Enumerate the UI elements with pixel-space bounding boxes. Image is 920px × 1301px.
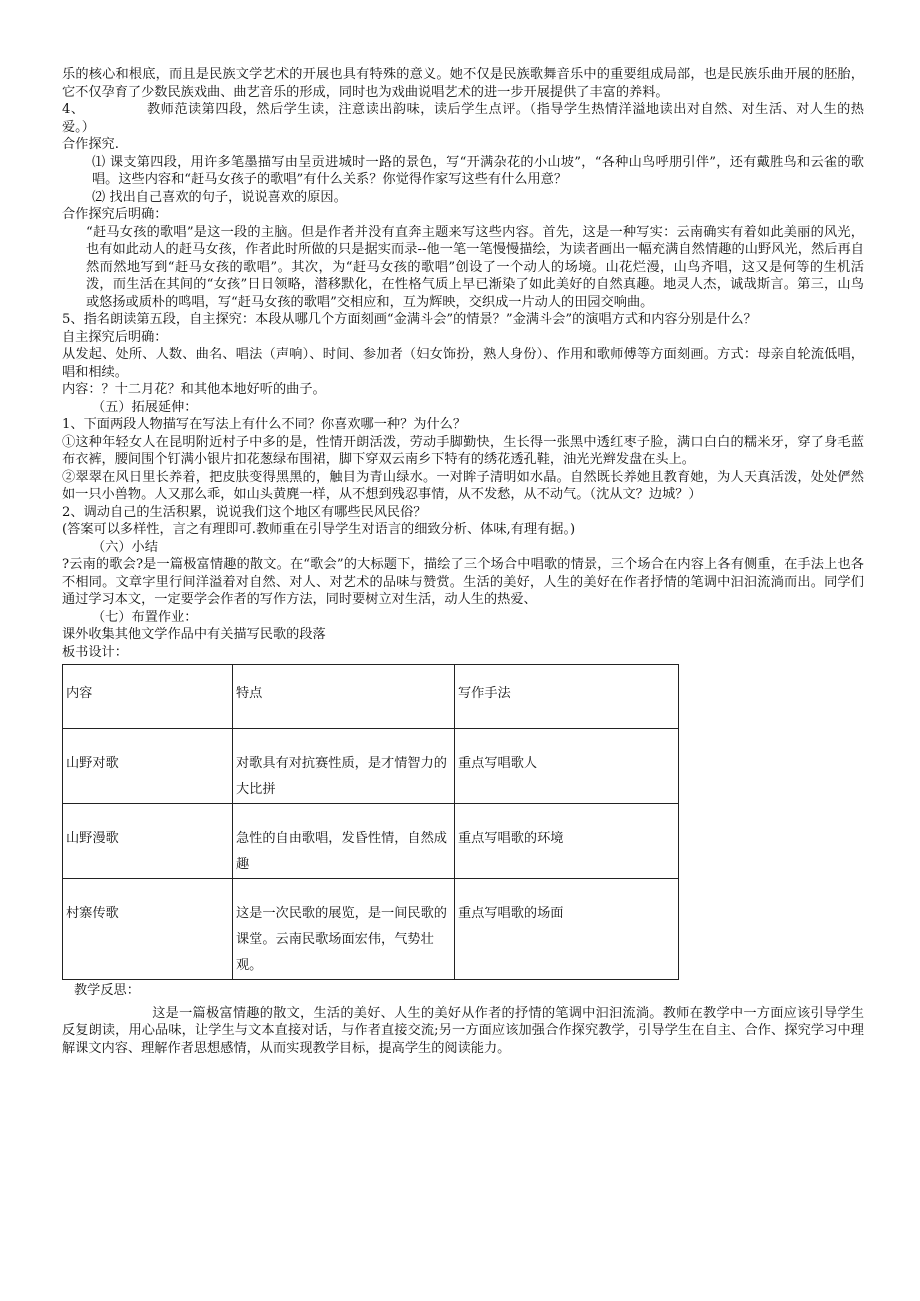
board-design-table	[62, 664, 679, 980]
heading-cooperative-inquiry: 合作探究.	[62, 137, 119, 152]
document-page	[62, 66, 864, 1057]
paragraph-music-intro: 乐的核心和根底，而且是民族文学艺术的开展也具有特殊的意义。她不仅是民族歌舞音乐中的重要组成局部，也是民族乐曲开展的胚胎，它不仅孕育了少数民族戏曲、曲艺音乐的形成，同时也为戏曲说唱艺术的进一步开展提供了丰富的养料。	[62, 67, 864, 100]
item-text: 教师范读第四段，然后学生读，注意读出韵味，读后学生点评。（指导学生热情洋溢地读出对自然、对生活、对人生的热爱。）	[62, 102, 864, 135]
paragraph-extension-q1: 1、下面两段人物描写在写法上有什么不同？你喜欢哪一种？为什么？	[62, 417, 467, 432]
cell-content: 村寨传歌	[63, 879, 233, 980]
cell-content: 山野对歌	[63, 729, 233, 804]
header-feature: 特点	[233, 665, 455, 729]
header-content: 内容	[63, 665, 233, 729]
table-row	[63, 804, 679, 879]
cell-method: 重点写唱歌的环境	[455, 804, 679, 879]
paragraph-self-inquiry-answer: 从发起、处所、人数、曲名、唱法（声响）、时间、参加者（妇女饰扮，熟人身份）、作用和歌师傅等方面刻画。方式：母亲自轮流低唱，唱和相续。	[62, 347, 864, 380]
question-2: ⑵ 找出自己喜欢的句子，说说喜欢的原因。	[92, 189, 347, 205]
cell-feature: 急性的自由歌唱，发昏性情，自然成趣	[233, 804, 455, 879]
cell-feature: 对歌具有对抗赛性质，是才情智力的大比拼	[233, 729, 455, 804]
item-number: 4、	[62, 102, 85, 117]
heading-inquiry-answer: 合作探究后明确：	[62, 207, 168, 222]
reflection-text: 这是一篇极富情趣的散文，生活的美好、人生的美好从作者的抒情的笔调中汩汩流淌。教师在教学中一方面应该引导学生反复朗读，用心品味，让学生与文本直接对话，与作者直接交流;另一方面应该加强合作探究教学，引导学生在自主、合作、探究学习中理解课文内容、理解作者思想感情，从而实现教学目标，提高学生的阅读能力。	[62, 1005, 864, 1056]
paragraph-excerpt-2: ②翠翠在风日里长养着，把皮肤变得黑黑的，触目为青山绿水。一对眸子清明如水晶。自然既长养她且教育她，为人天真活泼，处处俨然如一只小兽物。人又那么乖，如山头黄麂一样，从不想到残忍事情，从不发愁，从不动气。（沈从文？边城？）	[62, 469, 864, 502]
paragraph-extension-q2: 2、调动自己的生活积累，说说我们这个地区有哪些民风民俗？	[62, 504, 427, 520]
heading-board-design: 板书设计：	[62, 644, 128, 660]
question-1: ⑴ 课支第四段，用许多笔墨描写由呈贡进城时一路的景色，写“开满杂花的小山坡”，“各种山鸟呼朋引伴”，还有戴胜鸟和云雀的歌唱。这些内容和“赶马女孩子的歌唱”有什么关系？你觉得作家写这些有什么用意？	[92, 154, 864, 187]
cell-feature: 这是一次民歌的展览，是一间民歌的课堂。云南民歌场面宏伟，气势壮观。	[233, 879, 455, 980]
paragraph-inquiry-answer: “赶马女孩的歌唱”是这一段的主脑。但是作者并没有直奔主题来写这些内容。首先，这是一种写实：云南确实有着如此美丽的风光，也有如此动人的赶马女孩，作者此时所做的只是据实而录--他一笔一笔慢慢描绘，为读者画出一幅充满自然情趣的山野风光，然后再自然而然地写到“赶马女孩的歌唱”。其次，为“赶马女孩的歌唱”创设了一个动人的场境。山花烂漫，山鸟齐唱，这又是何等的生机活泼，而生活在其间的“女孩”日日领略，潜移默化，在性格气质上早已渐染了如此美好的自然真趣。地灵人杰，诚哉斯言。第三，山鸟或悠扬或质朴的鸣唱，写“赶马女孩的歌唱”交相应和，互为辉映，交织成一片动人的田园交响曲。	[86, 224, 864, 310]
section-heading-extension: （五）拓展延伸：	[92, 399, 198, 415]
cell-method: 重点写唱歌的场面	[455, 879, 679, 980]
paragraph-answer-note: (答案可以多样性，言之有理即可.教师重在引导学生对语言的细致分析、体味,有理有据。)	[62, 522, 576, 537]
paragraph-content: 内容：？十二月花？和其他本地好听的曲子。	[62, 382, 326, 397]
heading-self-inquiry: 自主探究后明确：	[62, 329, 168, 345]
heading-teaching-reflection: 教学反思：	[74, 983, 140, 998]
paragraph-task-5: 5、指名朗读第五段，自主探究：本段从哪几个方面刻画“金满斗会”的情景？”金满斗会”的演唱方式和内容分别是什么？	[62, 312, 757, 327]
cell-content: 山野漫歌	[63, 804, 233, 879]
paragraph-teaching-reflection	[62, 1005, 864, 1058]
paragraph-summary: ?云南的歌会?是一篇极富情趣的散文。在“歌会”的大标题下，描绘了三个场合中唱歌的情景，三个场合在内容上各有侧重，在手法上也各不相同。文章字里行间洋溢着对自然、对人、对艺术的品味与赞赏。生活的美好，人生的美好在作者抒情的笔调中汩汩流淌而出。同学们通过学习本文，一定要学会作者的写作方法，同时要树立对生活，动人生的热爱、	[62, 557, 864, 607]
section-heading-summary: （六）小结	[92, 539, 158, 555]
paragraph-homework: 课外收集其他文学作品中有关描写民歌的段落	[62, 627, 326, 642]
paragraph-teacher-reading	[62, 101, 864, 136]
table-row	[63, 729, 679, 804]
paragraph-excerpt-1: ①这种年轻女人在昆明附近村子中多的是，性情开朗活泼，劳动手脚勤快，生长得一张黑中透红枣子脸，满口白白的糯米牙，穿了身毛蓝布衣裤，腰间围个钉满小银片扣花葱绿布围裙，脚下穿双云南乡下特有的绣花透孔鞋，油光光辫发盘在头上。	[62, 434, 864, 467]
table-header-row	[63, 665, 679, 729]
section-heading-homework: （七）布置作业：	[92, 609, 198, 625]
cell-method: 重点写唱歌人	[455, 729, 679, 804]
table-row	[63, 879, 679, 980]
header-method: 写作手法	[455, 665, 679, 729]
